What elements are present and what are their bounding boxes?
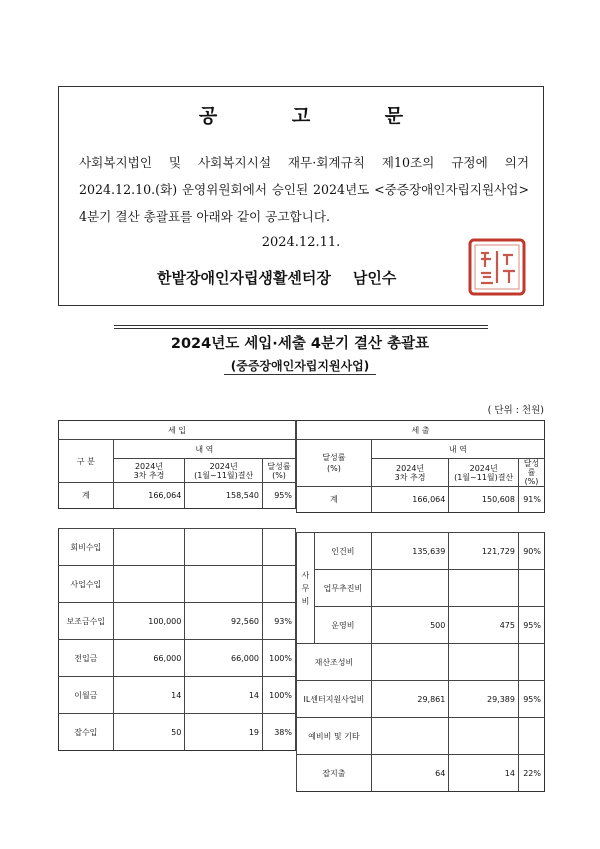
income-row-name: 회비수입: [59, 529, 114, 566]
income-row-budget: [113, 566, 185, 603]
heading-rule-bottom: [114, 328, 488, 329]
income-row-budget: 66,000: [113, 640, 185, 677]
income-row-rate: 38%: [263, 714, 296, 751]
income-row-settle: [185, 566, 263, 603]
expense-row-name: 계: [297, 487, 372, 513]
income-row-budget: 100,000: [113, 603, 185, 640]
report-heading: 2024년도 세입·세출 4분기 결산 총괄표: [170, 336, 430, 352]
expense-row-rate: [518, 644, 544, 681]
expense-rate-header: 달성률 (%): [518, 459, 544, 487]
expense-row-name: IL센터지원사업비: [297, 681, 372, 718]
income-row-budget: 14: [113, 677, 185, 714]
expense-row-settle: [449, 644, 519, 681]
income-row-rate: 95%: [263, 483, 296, 509]
expense-row-rate: [518, 718, 544, 755]
income-row-name: 계: [59, 483, 114, 509]
income-row-rate: 100%: [263, 640, 296, 677]
expense-title: 세 출: [297, 421, 545, 440]
expense-detail-header: 내 역: [371, 440, 544, 459]
expense-row-name: 재산조성비: [297, 644, 372, 681]
income-row-settle: 92,560: [185, 603, 263, 640]
income-row-rate: 93%: [263, 603, 296, 640]
expense-row-rate: [518, 570, 544, 607]
expense-settle-header: 2024년 (1월~11월)결산: [449, 459, 519, 487]
signer-name: 남인수: [352, 269, 397, 287]
income-detail-header: 내 역: [113, 440, 295, 459]
notice-title: 공 고 문: [198, 105, 438, 127]
income-row-rate: [263, 529, 296, 566]
income-row-name: 보조금수입: [59, 603, 114, 640]
expense-row-rate: 90%: [518, 533, 544, 570]
notice-signature: [157, 267, 396, 288]
income-rate-header: 달성률 (%): [263, 459, 296, 483]
expense-row-name: 운영비: [314, 607, 371, 644]
expense-table: [296, 420, 545, 792]
income-row-name: 잡수입: [59, 714, 114, 751]
expense-row-rate: 95%: [518, 681, 544, 718]
expense-row-budget: [371, 718, 449, 755]
expense-row-budget: 135,639: [371, 533, 449, 570]
income-row-budget: 50: [113, 714, 185, 751]
expense-row-settle: 121,729: [449, 533, 519, 570]
expense-row-budget: 64: [371, 755, 449, 792]
income-budget-header: 2024년 3차 추경: [113, 459, 185, 483]
signer-title: 한밭장애인자립생활센터장: [157, 269, 331, 287]
income-row-settle: 158,540: [185, 483, 263, 509]
income-settle-header: 2024년 (1월~11월)결산: [185, 459, 263, 483]
income-row-name: 전입금: [59, 640, 114, 677]
expense-row-settle: [449, 718, 519, 755]
expense-row-settle: [449, 570, 519, 607]
income-row-rate: [263, 566, 296, 603]
income-row-settle: [185, 529, 263, 566]
expense-row-budget: [371, 570, 449, 607]
expense-row-name: 인건비: [314, 533, 371, 570]
income-row-name: 이월금: [59, 677, 114, 714]
notice-box: [58, 86, 544, 306]
expense-row-rate: 91%: [518, 487, 544, 513]
income-row-name: 사업수입: [59, 566, 114, 603]
report-subheading: (중증장애인자립지원사업): [230, 359, 370, 373]
income-row-settle: 66,000: [185, 640, 263, 677]
official-seal-icon: [467, 237, 527, 297]
notice-body: 사회복지법인 및 사회복지시설 재무·회계규칙 제10조의 규정에 의거 2024.12.10.(화) 운영위원회에서 승인된 2024년도 <중증장애인자립지원사업> 4분기 결산 총괄표를 아래와 같이 공고합니다.: [79, 155, 529, 224]
income-category-header: 구 분: [59, 440, 114, 483]
expense-row-settle: 29,389: [449, 681, 519, 718]
expense-row-rate: 22%: [518, 755, 544, 792]
expense-row-name: 잡지출: [297, 755, 372, 792]
income-row-budget: [113, 529, 185, 566]
expense-row-settle: 150,608: [449, 487, 519, 513]
expense-row-budget: 166,064: [371, 487, 449, 513]
heading-rule-top: [114, 325, 488, 326]
expense-row-rate: 95%: [518, 607, 544, 644]
income-table: [58, 420, 296, 751]
income-row-rate: 100%: [263, 677, 296, 714]
expense-row-budget: 29,861: [371, 681, 449, 718]
expense-row-name: 예비비 및 기타: [297, 718, 372, 755]
income-row-budget: 166,064: [113, 483, 185, 509]
expense-rate-top-header: 달성률 (%): [297, 440, 372, 487]
expense-row-settle: 14: [449, 755, 519, 792]
expense-budget-header: 2024년 3차 추경: [371, 459, 449, 487]
expense-admin-group-label: 사 무 비: [297, 533, 315, 644]
expense-row-name: 업무추진비: [314, 570, 371, 607]
expense-row-budget: 500: [371, 607, 449, 644]
income-row-settle: 19: [185, 714, 263, 751]
expense-row-settle: 475: [449, 607, 519, 644]
subheading-underline: [224, 374, 376, 375]
unit-label: ( 단위 : 천원): [487, 405, 544, 416]
expense-row-budget: [371, 644, 449, 681]
income-title: 세 입: [59, 421, 296, 440]
notice-date: 2024.12.11.: [261, 235, 341, 250]
income-row-settle: 14: [185, 677, 263, 714]
